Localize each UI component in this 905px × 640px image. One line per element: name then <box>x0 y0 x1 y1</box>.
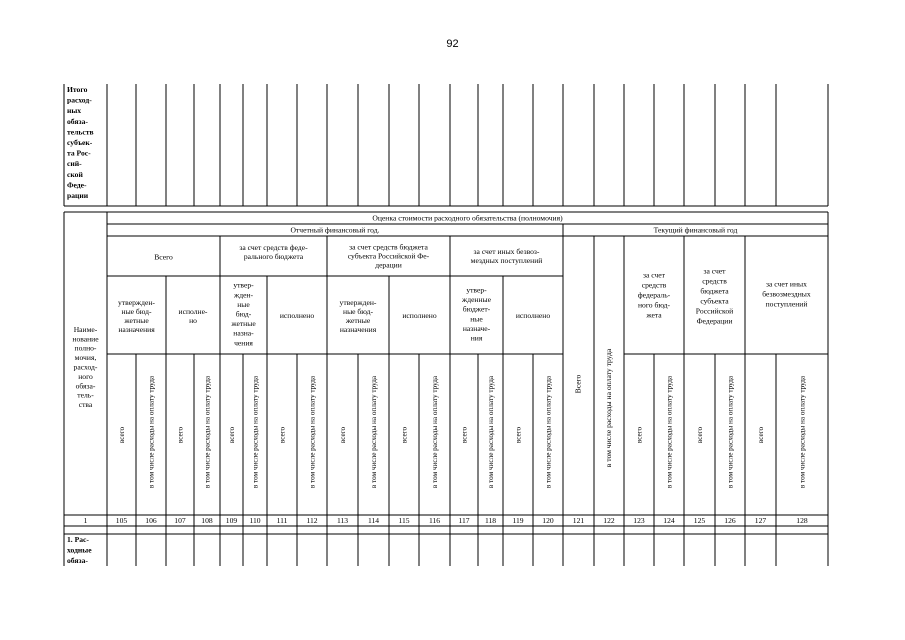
current-subject-label: средств <box>702 276 727 286</box>
approved-label: жетные <box>345 316 371 325</box>
current-labor-label: в том числе расходы на оплату труда <box>604 348 613 468</box>
approved-label: ные <box>470 314 483 324</box>
column-number: 115 <box>398 516 410 525</box>
column-number: 117 <box>458 516 470 525</box>
bottom-row-label: ходные <box>67 545 92 555</box>
approved-label: утвер- <box>466 285 487 295</box>
sub-labor-label: в том числе расходы на оплату труда <box>147 375 156 489</box>
column-number: 127 <box>754 516 767 525</box>
current-other-label: безвозмездных <box>762 289 811 299</box>
group-subject: дерации <box>375 260 402 270</box>
sub-vsego-label: всего <box>635 426 644 444</box>
current-subject-label: Российской <box>695 306 734 316</box>
group-vsego: Всего <box>154 252 173 262</box>
top-row-label: рации <box>67 191 89 200</box>
approved-label: чения <box>234 338 253 348</box>
column-number: 106 <box>145 516 157 525</box>
reporting-year-title: Отчетный финансовый год. <box>290 225 380 235</box>
name-column-header: ного <box>78 371 93 381</box>
top-row-label: обяза- <box>67 116 88 126</box>
top-row-label: Феде- <box>67 180 87 190</box>
top-row-label: та Рос- <box>67 148 91 158</box>
name-column-header: Наиме- <box>73 324 98 334</box>
name-column-header: мочия, <box>74 353 97 363</box>
sub-vsego-label: всего <box>460 426 469 444</box>
group-federal: за счет средств феде- <box>239 243 308 252</box>
column-number: 119 <box>512 516 524 525</box>
approved-label: назначе- <box>462 323 491 333</box>
sub-vsego-label: всего <box>696 426 704 444</box>
column-number: 114 <box>367 516 380 525</box>
column-number: 107 <box>174 516 186 525</box>
top-row-label: расход- <box>67 95 92 105</box>
sub-labor-label: в том числе расходы на оплату труда <box>798 375 807 489</box>
sub-labor-label: в том числе расходы на оплату труда <box>251 375 260 489</box>
column-number: 125 <box>693 516 706 525</box>
executed-label: исполнено <box>279 311 315 320</box>
sub-labor-label: в том числе расходы на оплату труда <box>665 375 674 489</box>
group-subject: субъекта Российской Фе- <box>347 251 430 261</box>
column-number: 108 <box>201 516 213 525</box>
sub-labor-label: в том числе расходы на оплату труда <box>308 375 317 489</box>
sub-vsego-label: всего <box>400 426 409 444</box>
current-federal-label: за счет <box>643 270 665 280</box>
current-federal-label: ного бюд- <box>637 300 671 310</box>
sub-vsego-label: всего <box>176 426 185 444</box>
current-subject-label: Федерации <box>696 316 733 326</box>
page-number: 92 <box>446 38 459 50</box>
sub-vsego-label: всего <box>228 426 236 444</box>
current-federal-label: жета <box>646 310 662 320</box>
sub-labor-label: в том числе расходы на оплату труда <box>431 375 439 489</box>
approved-label: жденные <box>461 295 492 305</box>
top-row-label: Итого <box>67 85 88 94</box>
bottom-row-label: обяза- <box>67 556 88 566</box>
current-federal-label: средств <box>641 280 667 290</box>
header-top-title: Оценка стоимости расходного обязательства (полномочия) <box>372 213 563 223</box>
approved-label: жетные <box>231 319 256 329</box>
current-vsego-label: Всего <box>573 374 583 394</box>
executed-label: но <box>189 316 197 325</box>
column-number: 111 <box>276 516 288 525</box>
approved-label: ния <box>470 333 483 343</box>
top-row-label: тельств <box>67 127 94 137</box>
approved-label: утвержден- <box>339 298 377 307</box>
group-other: за счет иных безвоз- <box>473 247 540 256</box>
column-number: 124 <box>663 516 675 525</box>
name-column-header: нование <box>72 334 99 344</box>
current-other-label: за счет иных <box>766 279 807 289</box>
sub-vsego-label: всего <box>757 426 765 444</box>
top-row-label: субъек- <box>67 138 93 147</box>
sub-labor-label: в том числе расходы на оплату труда <box>544 375 553 489</box>
approved-label: ные бюд- <box>343 307 373 316</box>
column-number: 118 <box>484 516 497 525</box>
column-number: 109 <box>225 516 238 525</box>
current-other-label: поступлений <box>765 299 808 309</box>
current-year-title: Текущий финансовый год <box>653 225 738 235</box>
group-federal: рального бюджета <box>243 252 304 261</box>
name-column-header: обяза- <box>75 381 96 391</box>
approved-label: бюд- <box>235 309 252 319</box>
name-column-header: полно- <box>74 343 97 353</box>
column-number: 122 <box>603 516 615 525</box>
sub-labor-label: в том числе расходы на оплату труда <box>726 375 735 489</box>
group-other: мездных поступлений <box>470 256 543 265</box>
current-subject-label: бюджета <box>700 286 729 296</box>
name-column-header: тель- <box>77 390 94 400</box>
column-number: 120 <box>542 516 554 525</box>
column-number: 116 <box>428 516 441 525</box>
approved-label: назна- <box>233 328 254 338</box>
sub-labor-label: в том числе расходы на оплату труда <box>487 375 495 489</box>
approved-label: ные бюд- <box>121 307 152 316</box>
sub-vsego-label: всего <box>339 426 347 444</box>
executed-label: исполне- <box>178 307 208 316</box>
approved-label: бюджет- <box>462 304 491 314</box>
sub-vsego-label: всего <box>118 426 126 444</box>
bottom-row-label: 1. Рас- <box>67 535 89 544</box>
approved-label: назначения <box>118 325 155 334</box>
sub-vsego-label: всего <box>514 426 523 444</box>
column-number: 112 <box>306 516 318 525</box>
column-number: 121 <box>572 516 585 525</box>
column-number: 105 <box>115 516 128 525</box>
current-federal-label: федераль- <box>637 290 671 300</box>
approved-label: назначения <box>339 325 377 334</box>
top-row-label: ных <box>67 106 82 116</box>
current-subject-label: субъекта <box>700 296 729 306</box>
executed-label: исполнено <box>515 311 551 320</box>
column-number: 110 <box>249 516 261 525</box>
top-row-label: ской <box>67 169 83 179</box>
group-subject: за счет средств бюджета <box>349 242 428 252</box>
column-number: 123 <box>633 516 645 525</box>
executed-label: исполнено <box>402 311 437 320</box>
column-number: 126 <box>724 516 736 525</box>
top-row-label: сий- <box>67 159 82 169</box>
column-number: 113 <box>336 516 349 525</box>
approved-label: утвержден- <box>118 298 155 307</box>
sub-labor-label: в том числе расходы на оплату труда <box>370 375 378 489</box>
approved-label: утвер- <box>233 280 254 290</box>
approved-label: ные <box>237 299 250 309</box>
column-number: 1 <box>83 516 88 525</box>
approved-label: жден- <box>233 290 254 300</box>
current-subject-label: за счет <box>703 266 726 276</box>
name-column-header: ства <box>78 400 93 410</box>
column-number: 128 <box>796 516 808 525</box>
sub-vsego-label: всего <box>278 426 287 444</box>
sub-labor-label: в том числе расходы на оплату труда <box>203 375 212 489</box>
approved-label: жетные <box>124 316 149 325</box>
name-column-header: расход- <box>73 362 98 372</box>
